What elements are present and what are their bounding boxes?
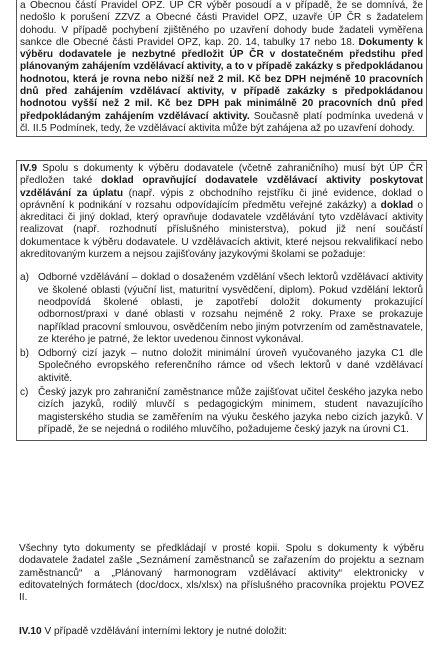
paragraph-iv8 xyxy=(20,0,423,135)
section-box-iv8-continued xyxy=(16,0,427,137)
list-item-text: Odborné vzdělávání – doklad o dosaženém vzdělání všech lektorů vzdělávací aktivity ve školené oblasti (výuční list, maturitní vysvědčení, diplom). Pokud vzdělání lektorů neodpovídá školené oblasti, je zapotřebí doložit dokumenty prokazující odbornost/praxi v dané oblasti v rozsahu nejméně 2 roky. Praxe se prokazuje například pracovní smlouvou, osvědčením nebo jiným potvrzením od zaměstnavatele, ze kterého je patrné, že lektor uvedenou činnost vykonával. xyxy=(38,272,423,345)
list-item-text: Odborný cizí jazyk – nutno doložit minimální úroveň vyučovaného jazyka C1 dle Společného evropského referenčního rámce od všech lektorů v dané vzdělávací aktivitě. xyxy=(38,348,423,384)
list-item xyxy=(20,387,423,436)
paragraph-bold-text: Dokumenty k výběru dodavatele je nezbytné předložit ÚP ČR v dostatečném předstihu před plánovaným zahájením vzdělávací aktivity, a to v případě zakázky s předpokládanou hodnotou, která je rovna nebo nižší než 2 mil. Kč bez DPH nejméně 10 pracovních dnů před zahájením vzdělávací aktivity, v případě zakázky s předpokládanou hodnotou vyšší než 2 mil. Kč bez DPH pak minimálně 20 pracovních dnů před předpokládaným zahájením vzdělávací aktivity. xyxy=(20,36,423,122)
paragraph-text: V případě vzdělávání interními lektory je nutné doložit: xyxy=(44,626,287,637)
section-number: IV.10 xyxy=(19,626,42,637)
list-marker: c) xyxy=(20,387,29,399)
paragraph-iv9 xyxy=(20,163,423,261)
section-box-iv9 xyxy=(16,160,427,441)
list-item xyxy=(20,272,423,346)
paragraph-bold-text: doklad xyxy=(380,199,414,211)
list-item xyxy=(20,348,423,385)
list-marker: a) xyxy=(20,272,29,284)
list-marker: b) xyxy=(20,348,29,360)
paragraph-text: o akreditaci či jiný doklad, který opravňuje dodavatele vzdělávání tyto vzdělávací aktivity realizovat (např. rozhodnutí příslušného ministerstva), pokud již není součástí dokumentace k výběru dodavatele. U vzdělávacích aktivit, které nejsou rekvalifikací nebo akreditovaným kurzem a nejsou zajišťovány jazykovými školami se požaduje: xyxy=(20,199,424,261)
paragraph-text: Spolu s dokumenty k výběru dodavatele (včetně zahraničního) musí být ÚP ČR předložen také xyxy=(20,163,423,187)
list-item-text: Český jazyk pro zahraniční zaměstnance může zajišťovat učitel českého jazyka nebo cizích jazyků, rodilý mluvčí s pedagogickým minimem, student navazujícího magisterského studia se zaměřením na výuku českého jazyka nebo cizích jazyků. V případě, že se nejedná o rodilého mluvčího, požadujeme český jazyk na úrovni C1. xyxy=(38,387,423,435)
paragraph-bold-text: doklad opravňující dodavatele vzdělávací aktivity poskytovat vzdělávání za úplatu xyxy=(20,175,423,199)
paragraph-documents-copy: Všechny tyto dokumenty se předkládají v prosté kopii. Spolu s dokumenty k výběru dodavatele žadatel zašle „Seznámení zaměstnanců se zařazením do projektu a seznam zaměstnanců“ a „Plánovaný harmonogram vzdělávací aktivity“ elektronicky v editovatelných formátech (doc/docx, xls/xlsx) na příslušného pracovníka projektu POVEZ II. xyxy=(19,543,424,604)
requirements-list xyxy=(20,272,423,436)
section-number: IV.9 xyxy=(20,163,38,174)
paragraph-text: Současně platí podmínka uvedená v čl. II.5 Podmínek, tedy, že vzdělávací aktivita může být zahájena až po uzavření dohody. xyxy=(20,110,423,134)
paragraph-text: a Obecnou částí Pravidel OPZ. ÚP ČR výběr posoudí a v případě, že se domnívá, že nedošlo k porušení ZZVZ a Obecné části Pravidel OPZ, uzavře ÚP ČR s žadatelem dohodu. V případě pochybení zjištěného po uzavření dohody bude žadateli vyměřena sankce dle Obecné části Pravidel OPZ, kap. 20. 14, tabulky 17 nebo 18. xyxy=(20,0,423,48)
paragraph-iv10 xyxy=(19,626,424,638)
paragraph-text: (např. výpis z obchodního rejstříku či jiné evidence, doklad o oprávnění k podnikání v rozsahu odpovídajícím předmětu veřejné zakázky) a xyxy=(20,187,423,211)
